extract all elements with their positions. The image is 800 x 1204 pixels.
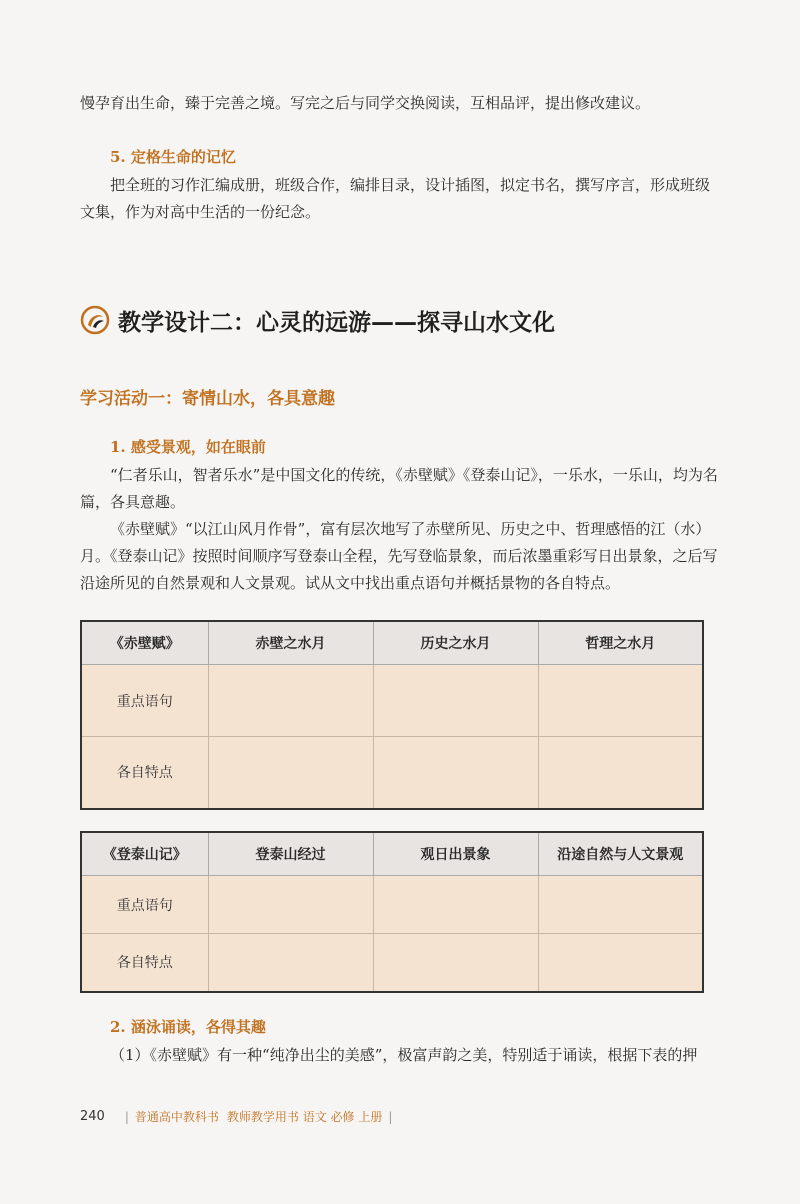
table-row	[81, 665, 703, 737]
continuation-paragraph: 慢孕育出生命，臻于完善之境。写完之后与同学交换阅读，互相品评，提出修改建议。	[80, 94, 651, 112]
sub1-heading: 1. 感受景观，如在眼前	[110, 438, 266, 456]
dengtaishan-table	[80, 831, 704, 993]
blank-cell	[208, 737, 373, 809]
table-row	[81, 876, 703, 934]
swirl-logo-icon	[80, 305, 110, 335]
table-header-cell: 观日出景象	[373, 832, 538, 876]
row-label: 重点语句	[81, 876, 208, 934]
footer-subtitle: 教师教学用书 语文 必修 上册	[226, 1110, 383, 1124]
table-header-row	[81, 621, 703, 665]
footer-book-title: 普通高中教科书	[134, 1110, 219, 1124]
step5-body: 把全班的习作汇编成册，班级合作，编排目录，设计插图，拟定书名，撰写序言，形成班级文集，作为对高中生活的一份纪念。	[80, 176, 711, 221]
sub2-heading: 2. 涵泳诵读，各得其趣	[110, 1018, 266, 1036]
blank-cell	[373, 876, 538, 934]
sub2-body: （1）《赤壁赋》有一种“纯净出尘的美感”，极富声韵之美，特别适于诵读，根据下表的押	[110, 1046, 698, 1064]
blank-cell	[208, 876, 373, 934]
row-label: 各自特点	[81, 737, 208, 809]
table-row	[81, 737, 703, 809]
footer-divider: |	[124, 1109, 129, 1124]
table-header-cell: 《登泰山记》	[81, 832, 208, 876]
blank-cell	[538, 876, 703, 934]
table-header-cell: 赤壁之水月	[208, 621, 373, 665]
blank-cell	[373, 665, 538, 737]
row-label: 各自特点	[81, 934, 208, 992]
table-header-row	[81, 832, 703, 876]
section-title: 教学设计二：心灵的远游——探寻山水文化	[118, 309, 555, 336]
row-label: 重点语句	[81, 665, 208, 737]
blank-cell	[373, 737, 538, 809]
blank-cell	[208, 665, 373, 737]
blank-cell	[538, 934, 703, 992]
table-header-cell: 登泰山经过	[208, 832, 373, 876]
blank-cell	[538, 665, 703, 737]
blank-cell	[208, 934, 373, 992]
blank-cell	[538, 737, 703, 809]
page-footer	[80, 1108, 398, 1125]
step5-heading: 5. 定格生命的记忆	[110, 148, 236, 166]
page-number: 240	[80, 1109, 105, 1124]
table-header-cell: 哲理之水月	[538, 621, 703, 665]
activity1-heading: 学习活动一：寄情山水，各具意趣	[80, 389, 335, 409]
table-header-cell: 沿途自然与人文景观	[538, 832, 703, 876]
table-header-cell: 《赤壁赋》	[81, 621, 208, 665]
table-row	[81, 934, 703, 992]
footer-divider: |	[388, 1109, 393, 1124]
table-header-cell: 历史之水月	[373, 621, 538, 665]
chibifu-table	[80, 620, 704, 810]
activity1-para1: “仁者乐山，智者乐水”是中国文化的传统，《赤壁赋》《登泰山记》，一乐水，一乐山，均为名篇，各具意趣。	[80, 466, 718, 511]
activity1-para2: 《赤壁赋》“以江山风月作骨”，富有层次地写了赤壁所见、历史之中、哲理感悟的江（水）月。《登泰山记》按照时间顺序写登泰山全程，先写登临景象，而后浓墨重彩写日出景象，之后写沿途所见的自然景观和人文景观。试从文中找出重点语句并概括景物的各自特点。	[80, 520, 718, 592]
blank-cell	[373, 934, 538, 992]
section-title-row	[80, 300, 555, 340]
